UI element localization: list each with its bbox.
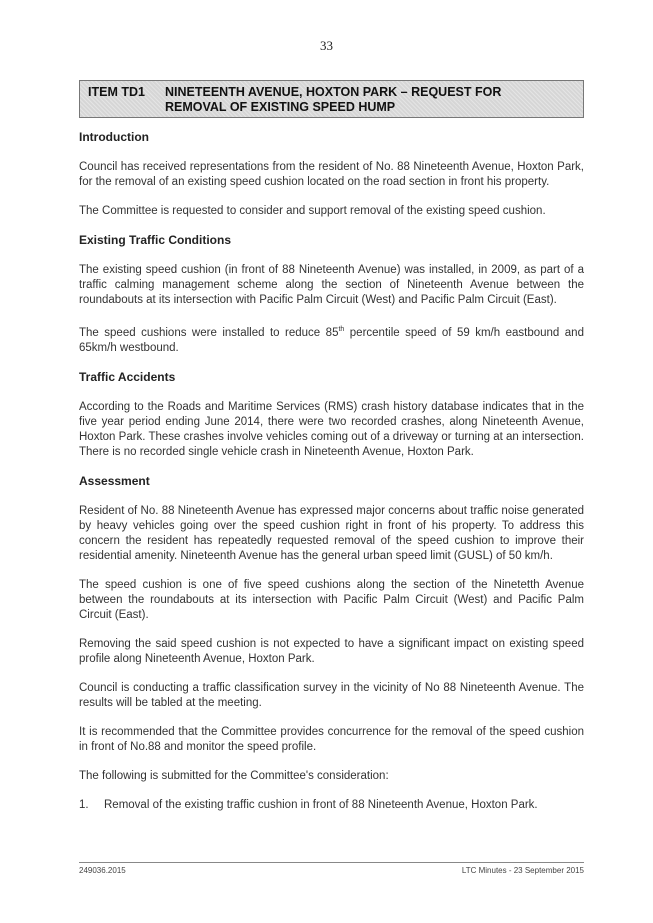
item-title-line1: NINETEENTH AVENUE, HOXTON PARK – REQUEST FOR — [165, 85, 502, 99]
paragraph: According to the Roads and Maritime Services (RMS) crash history database indicates that in the five year period ending June 2014, there were two recorded crashes, along Nineteenth Avenue, Hoxton Park. These crashes involve vehicles coming out of a driveway or turning at an intersection. There is no recorded single vehicle crash in Nineteenth Avenue, Hoxton Park. — [79, 400, 584, 458]
superscript: th — [338, 326, 345, 333]
paragraph: The speed cushion is one of five speed cushions along the section of the Ninetetth Avenue between the roundabouts at its intersection with Pacific Palm Circuit (West) and Pacific Palm Circuit (East). — [79, 578, 584, 621]
page-footer — [79, 862, 584, 875]
paragraph: The following is submitted for the Committee's consideration: — [79, 769, 389, 782]
section-heading-introduction: Introduction — [79, 130, 149, 144]
text-span: percentile speed of 59 km/h eastbound and 65km/h westbound. — [79, 326, 584, 354]
footer-meeting-info: LTC Minutes - 23 September 2015 — [461, 866, 584, 875]
recommendation-list — [79, 798, 584, 813]
list-item — [79, 798, 584, 813]
list-item-number: 1. — [79, 798, 89, 811]
document-body — [79, 130, 584, 813]
section-heading-traffic-accidents: Traffic Accidents — [79, 369, 176, 384]
section-heading-existing-traffic: Existing Traffic Conditions — [79, 233, 232, 247]
paragraph: It is recommended that the Committee provides concurrence for the removal of the speed cushion in front of No.88 and monitor the speed profile. — [79, 725, 584, 753]
paragraph — [79, 322, 584, 356]
paragraph: Resident of No. 88 Nineteenth Avenue has expressed major concerns about traffic noise generated by heavy vehicles going over the speed cushion right in front of his property. To address this concern the resident has repeatedly requested removal of the speed cushion to improve their residential amenity. Nineteenth Avenue has the general urban speed limit (GUSL) of 50 km/h. — [79, 504, 584, 562]
footer-document-id: 249036.2015 — [79, 866, 126, 875]
paragraph: Council has received representations from the resident of No. 88 Nineteenth Avenue, Hoxton Park, for the removal of an existing speed cushion located on the road section in front his property. — [79, 161, 584, 188]
list-item-text: Removal of the existing traffic cushion in front of 88 Nineteenth Avenue, Hoxton Park. — [104, 798, 538, 811]
paragraph: Removing the said speed cushion is not expected to have a significant impact on existing speed profile along Nineteenth Avenue, Hoxton Park. — [79, 637, 584, 665]
paragraph: The existing speed cushion (in front of 88 Nineteenth Avenue) was installed, in 2009, as part of a traffic calming management scheme along the section of Nineteenth Avenue between the roundabouts at its intersection with Pacific Palm Circuit (West) and Pacific Palm Circuit (East). — [79, 264, 584, 306]
page-number: 33 — [320, 38, 333, 53]
paragraph: The Committee is requested to consider and support removal of the existing speed cushion. — [79, 205, 546, 217]
item-title — [165, 85, 575, 115]
item-code: ITEM TD1 — [88, 85, 145, 99]
section-heading-assessment: Assessment — [79, 473, 150, 488]
item-header-box — [79, 80, 584, 118]
item-title-line2: REMOVAL OF EXISTING SPEED HUMP — [165, 100, 396, 114]
text-span: The speed cushions were installed to reduce 85 — [79, 326, 339, 339]
paragraph: Council is conducting a traffic classification survey in the vicinity of No 88 Nineteenth Avenue. The results will be tabled at the meeting. — [79, 681, 584, 709]
